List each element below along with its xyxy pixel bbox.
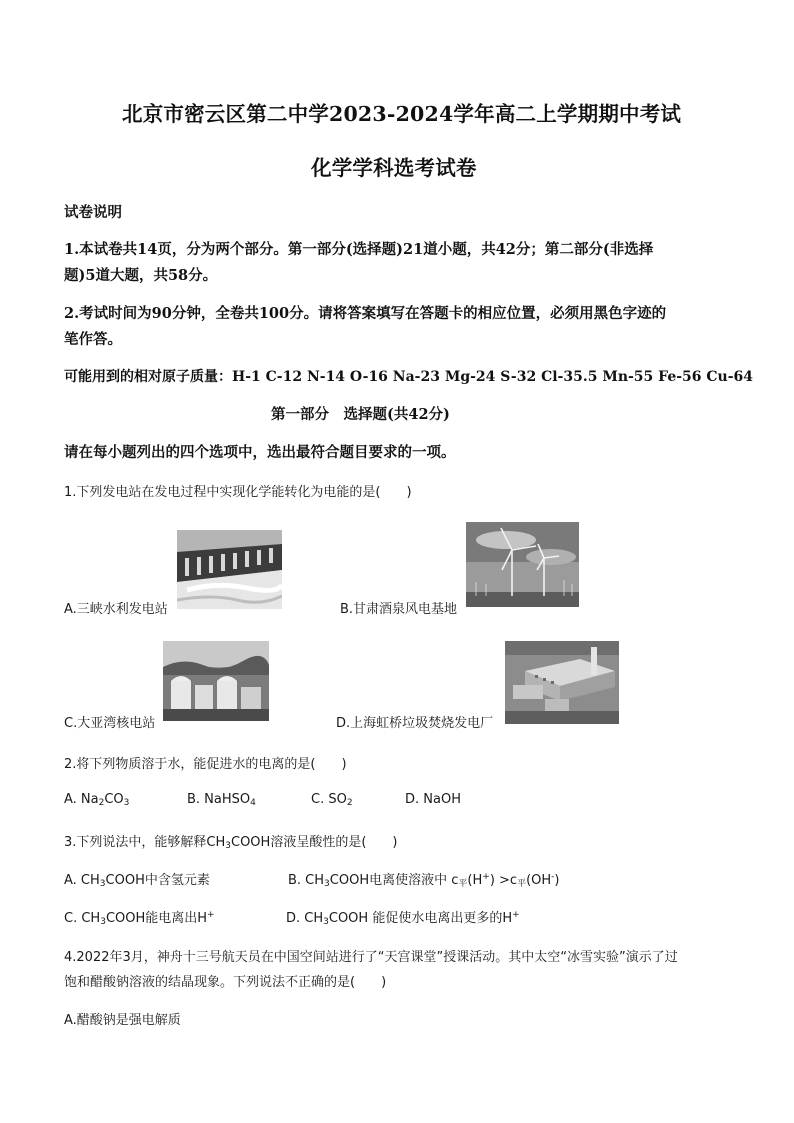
section-1-direction: 请在每小题列出的四个选项中，选出最符合题目要求的一项。 bbox=[64, 444, 456, 461]
section-1-heading: 第一部分 选择题(共42分) bbox=[271, 406, 450, 423]
instruction-1-line-1: 1.本试卷共14页，分为两个部分。第一部分(选择题)21道小题，共42分；第二部分(非选择 bbox=[64, 241, 654, 258]
q3-stem: 3.下列说法中，能够解释$CH_3COOH$溶液呈酸性的是( ) bbox=[64, 835, 398, 851]
q1-option-d: D.上海虹桥垃圾焚烧发电厂 bbox=[336, 716, 494, 731]
instruction-2-line-2: 笔作答。 bbox=[64, 331, 122, 348]
q2-option-c: C. $SO_2$ bbox=[311, 792, 353, 808]
q1-option-a: A.三峡水利发电站 bbox=[64, 602, 168, 617]
q2-option-a: A. $Na_2CO_3$ bbox=[64, 792, 130, 808]
wind-turbine-photo bbox=[466, 522, 579, 607]
q4-stem-line-1: 4.2022年3月，神舟十三号航天员在中国空间站进行了“天宫课堂”授课活动。其中太空“冰雪实验”演示了过 bbox=[64, 950, 678, 965]
dam-photo bbox=[177, 530, 282, 609]
q3-option-d: D. $CH_3COOH$ 能促使水电离出更多的H+ bbox=[286, 910, 520, 927]
nuclear-plant-photo bbox=[163, 641, 269, 721]
title-line-2: 化学学科选考试卷 bbox=[311, 156, 477, 180]
q1-option-b: B.甘肃酒泉风电基地 bbox=[340, 602, 458, 617]
q1-stem: 1.下列发电站在发电过程中实现化学能转化为电能的是( ) bbox=[64, 485, 412, 500]
q4-stem-line-2: 饱和醋酸钠溶液的结晶现象。下列说法不正确的是( ) bbox=[64, 975, 387, 990]
q4-option-a: A.醋酸钠是强电解质 bbox=[64, 1013, 181, 1028]
instruction-1-line-2: 题)5道大题，共58分。 bbox=[64, 267, 218, 284]
instructions-heading: 试卷说明 bbox=[64, 204, 122, 221]
q3-option-b: B. $CH_3COOH$电离使溶液中 $c_平(H^+) >c_平(OH^-)$ bbox=[288, 872, 560, 889]
waste-incineration-plant-photo bbox=[505, 641, 619, 724]
title-line-1: 北京市密云区第二中学2023-2024学年高二上学期期中考试 bbox=[122, 102, 682, 126]
instruction-2-line-1: 2.考试时间为90分钟，全卷共100分。请将答案填写在答题卡的相应位置，必须用黑色字迹的 bbox=[64, 305, 667, 322]
atomic-masses: 可能用到的相对原子质量：H-1 C-12 N-14 O-16 Na-23 Mg-24 S-32 Cl-35.5 Mn-55 Fe-56 Cu-64 bbox=[64, 369, 754, 385]
q3-option-c: C. $CH_3COOH$能电离出H+ bbox=[64, 910, 215, 927]
q3-option-a: A. $CH_3COOH$中含氢元素 bbox=[64, 873, 210, 889]
q2-stem: 2.将下列物质溶于水，能促进水的电离的是( ) bbox=[64, 757, 347, 772]
q2-option-d: D. NaOH bbox=[405, 792, 461, 807]
q1-option-c: C.大亚湾核电站 bbox=[64, 716, 156, 731]
q2-option-b: B. NaHSO$_4$ bbox=[187, 792, 256, 808]
